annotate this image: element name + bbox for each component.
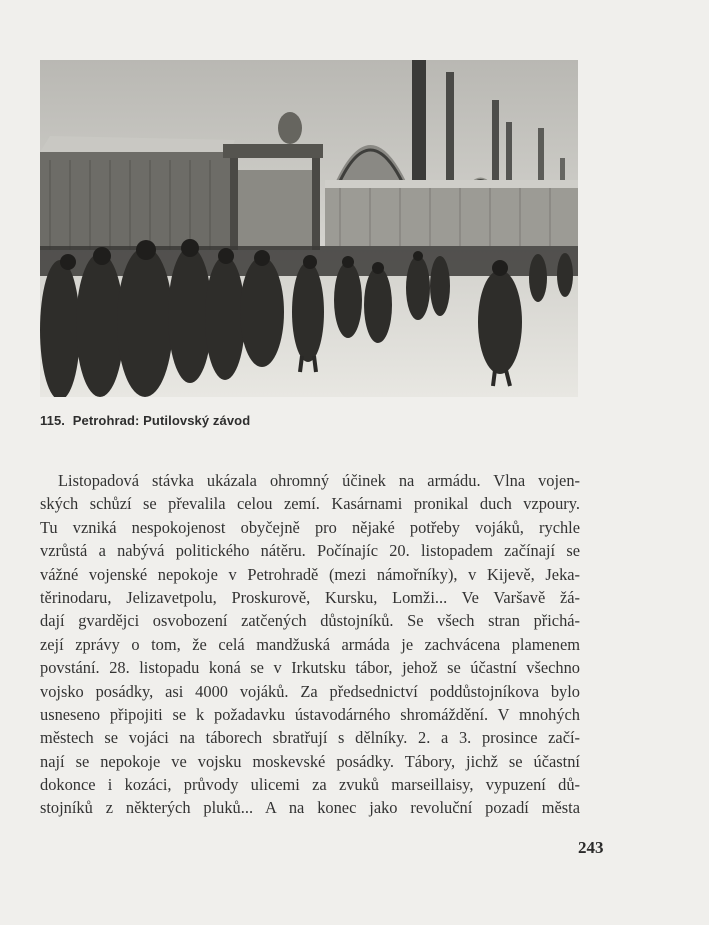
figure-caption-text: Petrohrad: Putilovský závod: [72, 413, 251, 428]
factory-crowd-photo: [40, 60, 578, 397]
body-paragraph: [40, 469, 580, 820]
figure-caption: [40, 413, 250, 428]
text-line: Tu vzniká nespokojenost obyčejně pro nějaké potřeby vojáků, rychle: [40, 517, 580, 537]
text-line: nají se nepokoje ve vojsku moskevské posádky. Tábory, jichž se účastní: [40, 751, 580, 771]
text-line: Listopadová stávka ukázala ohromný účinek na armádu. Vlna vojen-: [58, 471, 580, 490]
text-line: těrinodaru, Jelizavetpolu, Proskurově, Kursku, Lomži... Ve Varšavě žá-: [40, 587, 580, 607]
text-line: usneseno připojiti se k požadavku ústavodárného shromáždění. V mnohých: [40, 704, 580, 724]
historical-photograph: [40, 60, 578, 397]
text-line: dají gvardějci osvobození zatčených důstojníků. Se všech stran přichá-: [40, 611, 580, 631]
figure-number: 115.: [40, 413, 65, 428]
text-line: vážné vojenské nepokoje v Petrohradě (mezi námořníky), v Kijevě, Jeka-: [40, 564, 580, 584]
text-line: městech se vojáci na táborech sbratřují s dělníky. 2. a 3. prosince začí-: [40, 728, 580, 748]
text-line: povstání. 28. listopadu koná se v Irkutsku tábor, jehož se účastní všechno: [40, 658, 580, 678]
page-number: 243: [578, 838, 604, 857]
text-line: dokonce i kozáci, průvody ulicemi za zvuků marseillaisy, vypuzení dů-: [40, 775, 580, 795]
text-line: ských schůzí se převalila celou zemí. Kasárnami pronikal duch vzpoury.: [40, 494, 580, 514]
text-line: stojníků z některých pluků... A na konec jako revoluční pozadí města: [40, 798, 580, 818]
text-line: vzrůstá a nabývá politického nátěru. Počínajíc 20. listopadem začínají se: [40, 541, 580, 561]
text-line: vojsko posádky, asi 4000 vojáků. Za předsednictví poddůstojníkova bylo: [40, 681, 580, 701]
text-line: zejí zprávy o tom, že celá mandžuská armáda je zachvácena plamenem: [40, 634, 580, 654]
